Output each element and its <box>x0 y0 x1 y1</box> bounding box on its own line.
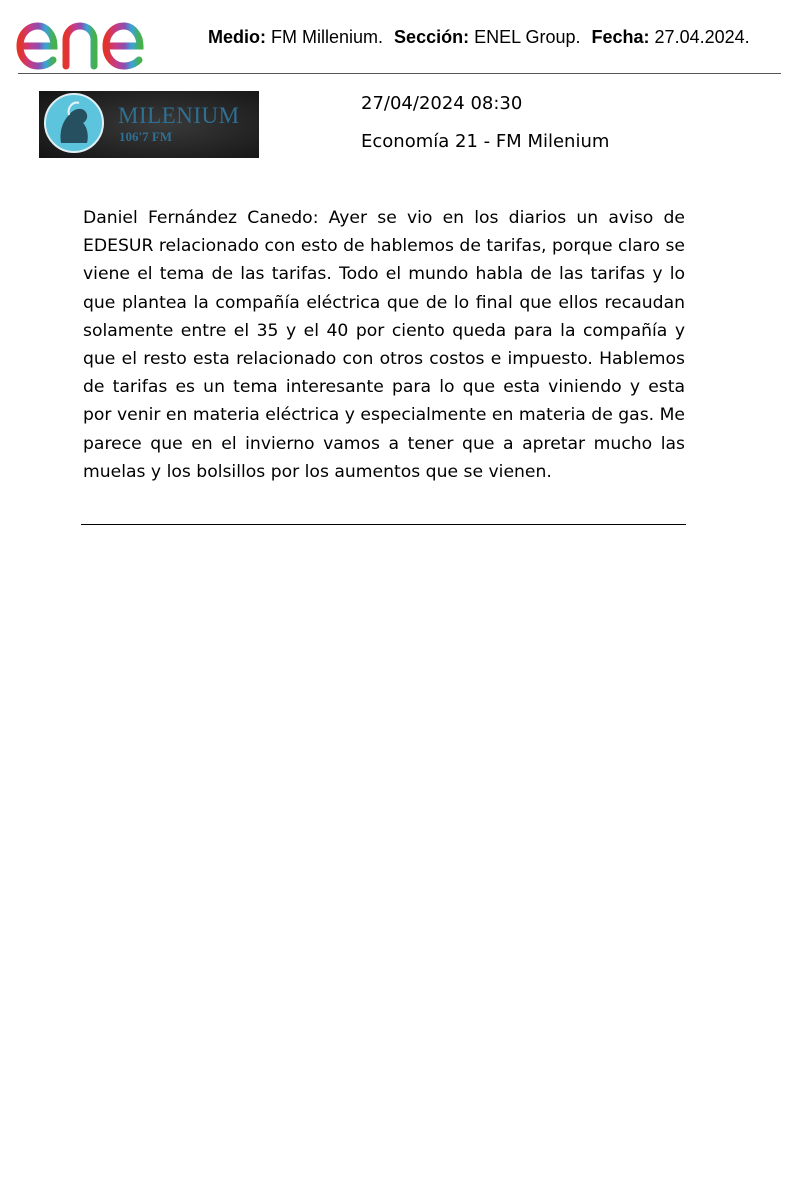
article-divider <box>81 524 686 525</box>
broadcast-datetime: 27/04/2024 08:30 <box>361 93 523 114</box>
milenium-logo <box>39 91 259 158</box>
fecha-value: 27.04.2024. <box>654 27 750 47</box>
source-meta <box>361 92 609 154</box>
enel-logo <box>14 6 180 72</box>
header-meta <box>208 27 750 48</box>
milenium-logo-freq: 106'7 FM <box>119 129 173 144</box>
header <box>0 0 800 76</box>
seccion-value: ENEL Group. <box>474 27 581 47</box>
enel-logo-text: enel <box>14 6 17 7</box>
header-divider <box>18 73 781 74</box>
article-body: Daniel Fernández Canedo: Ayer se vio en los diarios un aviso de EDESUR relacionado con esto de hablemos de tarifas, porque claro se viene el tema de las tarifas. Todo el mundo habla de las tarifas y lo que plantea la compañía eléctrica que de lo final que ellos recaudan solamente entre el 35 y el 40 por ciento queda para la compañía y que el resto esta relacionado con otros costos e impuesto. Hablemos de tarifas es un tema interesante para lo que esta viniendo y esta por venir en materia eléctrica y especialmente en materia de gas. Me parece que en el invierno vamos a tener que a apretar mucho las muelas y los bolsillos por los aumentos que se vienen. <box>83 208 685 482</box>
seccion-label: Sección: <box>394 27 470 47</box>
milenium-logo-name: MILENIUM <box>118 103 240 128</box>
medio-value: FM Millenium. <box>271 27 384 47</box>
fecha-label: Fecha: <box>591 27 650 47</box>
medio-label: Medio: <box>208 27 266 47</box>
program-name: Economía 21 - FM Milenium <box>361 131 610 152</box>
